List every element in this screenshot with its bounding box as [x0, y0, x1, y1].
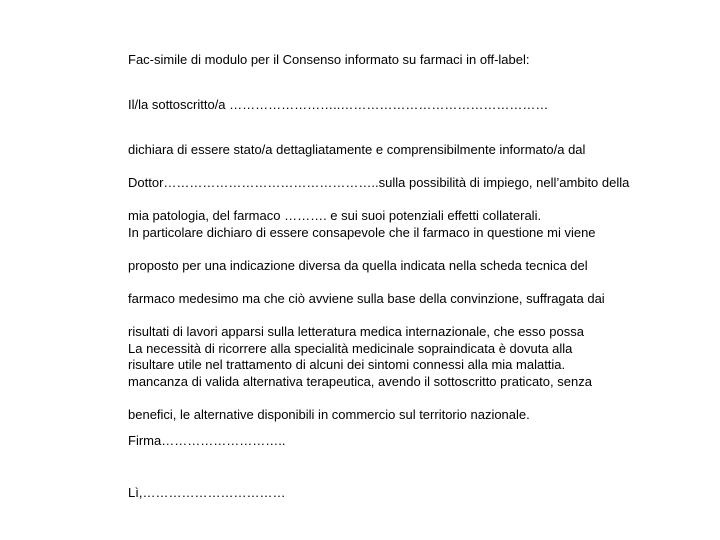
signature-field[interactable]: Firma……………………….. [128, 433, 286, 448]
awareness-line: risultare utile nel trattamento di alcuni dei sintomi connessi alla mia malattia. [128, 356, 566, 372]
place-date-field[interactable]: Lì,…………………………… [128, 485, 286, 500]
signatory-line: Il/la sottoscritto/a ……………………..………………………………………… [128, 97, 549, 112]
necessity-line: benefici, le alternative disponibili in commercio sul territorio nazionale. [128, 406, 530, 422]
necessity-line: La necessità di ricorrere alla specialità medicinale sopraindicata è dovuta alla [128, 340, 573, 356]
awareness-line: In particolare dichiaro di essere consapevole che il farmaco in questione mi viene [128, 224, 596, 240]
awareness-line: risultati di lavori apparsi sulla letteratura medica internazionale, che esso possa [128, 323, 584, 339]
awareness-line: farmaco medesimo ma che ciò avviene sulla base della convinzione, suffragata dai [128, 290, 605, 306]
necessity-paragraph [128, 324, 708, 440]
declaration-line: Dottor…………………………………………..sulla possibilità di impiego, nell’ambito della [128, 174, 630, 190]
declaration-line: dichiara di essere stato/a dettagliatamente e comprensibilmente informato/a dal [128, 141, 586, 157]
declaration-line: mia patologia, del farmaco ………. e sui suoi potenziali effetti collaterali. [128, 207, 542, 223]
necessity-line: mancanza di valida alternativa terapeutica, avendo il sottoscritto praticato, senza [128, 373, 592, 389]
form-title: Fac-simile di modulo per il Consenso informato su farmaci in off-label: [128, 52, 530, 67]
awareness-line: proposto per una indicazione diversa da quella indicata nella scheda tecnica del [128, 257, 588, 273]
